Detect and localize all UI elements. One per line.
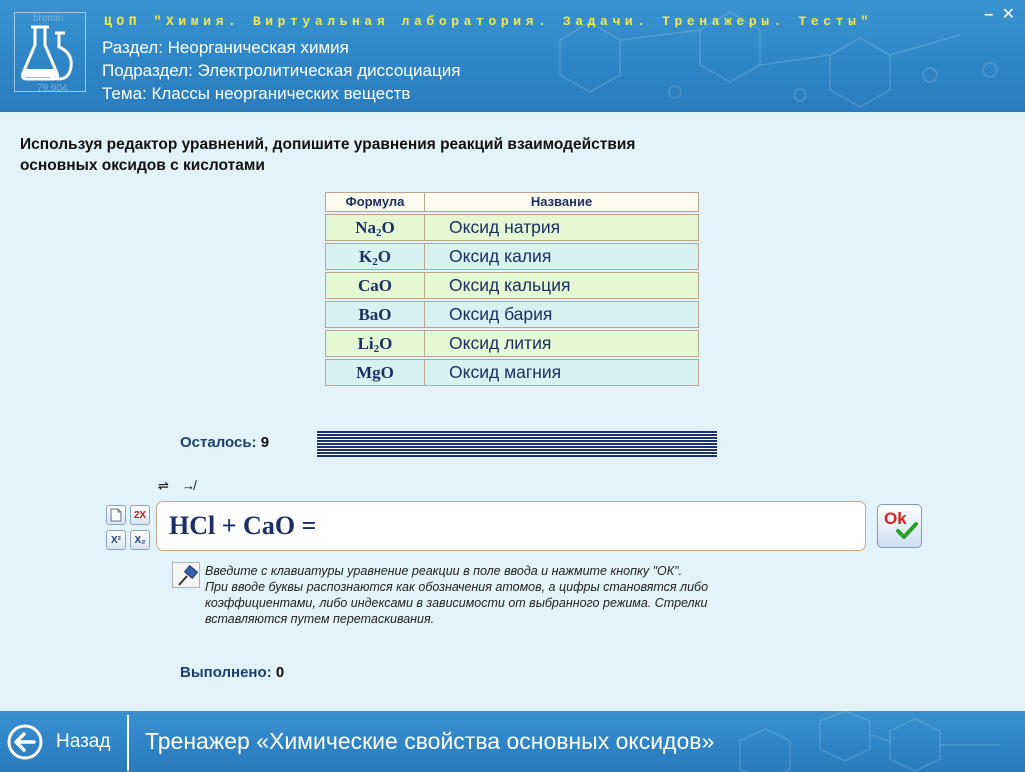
remaining-label: Осталось:: [180, 434, 257, 451]
close-button[interactable]: ✕: [1001, 6, 1015, 23]
footer-divider: [127, 715, 129, 771]
superscript-mode-button[interactable]: X²: [106, 530, 126, 550]
subscript-mode-button[interactable]: X₂: [130, 530, 150, 550]
table-header: [325, 192, 699, 212]
formula-cell: $K_2O$: [326, 244, 425, 269]
instruction-line-2: основных оксидов с кислотами: [20, 157, 265, 174]
pin-icon: [172, 562, 200, 588]
table-row: [325, 301, 699, 328]
instruction-line-1: Используя редактор уравнений, допишите уравнения реакций взаимодействия: [20, 136, 636, 153]
back-arrow-icon: [6, 723, 44, 761]
name-cell: Оксид калия: [449, 246, 552, 266]
formula-cell: CaO: [326, 273, 425, 298]
column-header-formula: Формула: [326, 193, 425, 211]
remaining-progress-stripes: [317, 431, 717, 457]
table-row: [325, 243, 699, 270]
flask-logo-icon: [15, 13, 87, 93]
hint-line-4: вставляются путем перетаскивания.: [205, 612, 435, 626]
task-instruction: [20, 134, 635, 176]
trainer-title: Тренажер «Химические свойства основных оксидов»: [145, 728, 715, 754]
logo-ghost-text-top: bromin: [33, 13, 64, 24]
minimize-button[interactable]: –: [984, 6, 994, 23]
back-label: Назад: [56, 731, 111, 752]
remaining-counter: [180, 434, 269, 451]
hint-line-2: При вводе буквы распознаются как обозначения атомов, а цифры становятся либо: [205, 580, 709, 594]
hint-line-3: коэффициентами, либо индексами в зависимости от выбранного режима. Стрелки: [205, 596, 708, 610]
oxides-table: [325, 192, 699, 386]
section-label: Раздел: Неорганическая химия: [102, 38, 349, 57]
window-controls: [980, 4, 1015, 24]
name-cell: Оксид натрия: [449, 217, 561, 237]
header-bar: [0, 0, 1025, 112]
name-cell: Оксид кальция: [449, 275, 571, 295]
ok-button[interactable]: [877, 504, 922, 548]
app-title: ЦОП "Химия. Виртуальная лаборатория. Задачи. Тренажеры. Тесты": [104, 14, 873, 29]
new-equation-button[interactable]: [106, 505, 126, 525]
done-label: Выполнено:: [180, 664, 272, 681]
checkmark-icon: [896, 521, 918, 541]
ok-label: Ok: [884, 509, 907, 528]
name-cell: Оксид лития: [449, 333, 552, 353]
done-value: 0: [275, 664, 285, 681]
formula-cell: $Na_2O$: [326, 215, 425, 240]
table-row: [325, 214, 699, 241]
crossed-arrow-tool[interactable]: ↛: [182, 478, 195, 493]
topic-label: Тема: Классы неорганических веществ: [102, 84, 411, 103]
hint-text: [205, 563, 805, 627]
new-document-icon: [110, 508, 122, 522]
subsection-label: Подраздел: Электролитическая диссоциация: [102, 61, 461, 80]
back-button[interactable]: [6, 719, 122, 765]
footer-bar: [0, 711, 1025, 772]
formula-cell: BaO: [326, 302, 425, 327]
logo-ghost-text-bottom: 79.904: [37, 83, 68, 94]
table-row: [325, 330, 699, 357]
hint-line-1: Введите с клавиатуры уравнение реакции в поле ввода и нажмите кнопку "ОК".: [205, 564, 683, 578]
remaining-value: 9: [260, 434, 270, 451]
double-coefficient-button[interactable]: 2X: [130, 505, 150, 525]
arrow-tools: [158, 478, 204, 492]
table-row: [325, 359, 699, 386]
app-logo: [14, 12, 86, 92]
column-header-name: Название: [530, 194, 593, 209]
equation-input[interactable]: HCl + CaO =: [156, 501, 866, 551]
formula-cell: $Li_2O$: [326, 331, 425, 356]
done-counter: [180, 664, 284, 681]
equilibrium-arrow-tool[interactable]: ⇌: [158, 478, 169, 493]
table-row: [325, 272, 699, 299]
name-cell: Оксид магния: [449, 362, 562, 382]
formula-cell: MgO: [326, 360, 425, 385]
name-cell: Оксид бария: [449, 304, 553, 324]
